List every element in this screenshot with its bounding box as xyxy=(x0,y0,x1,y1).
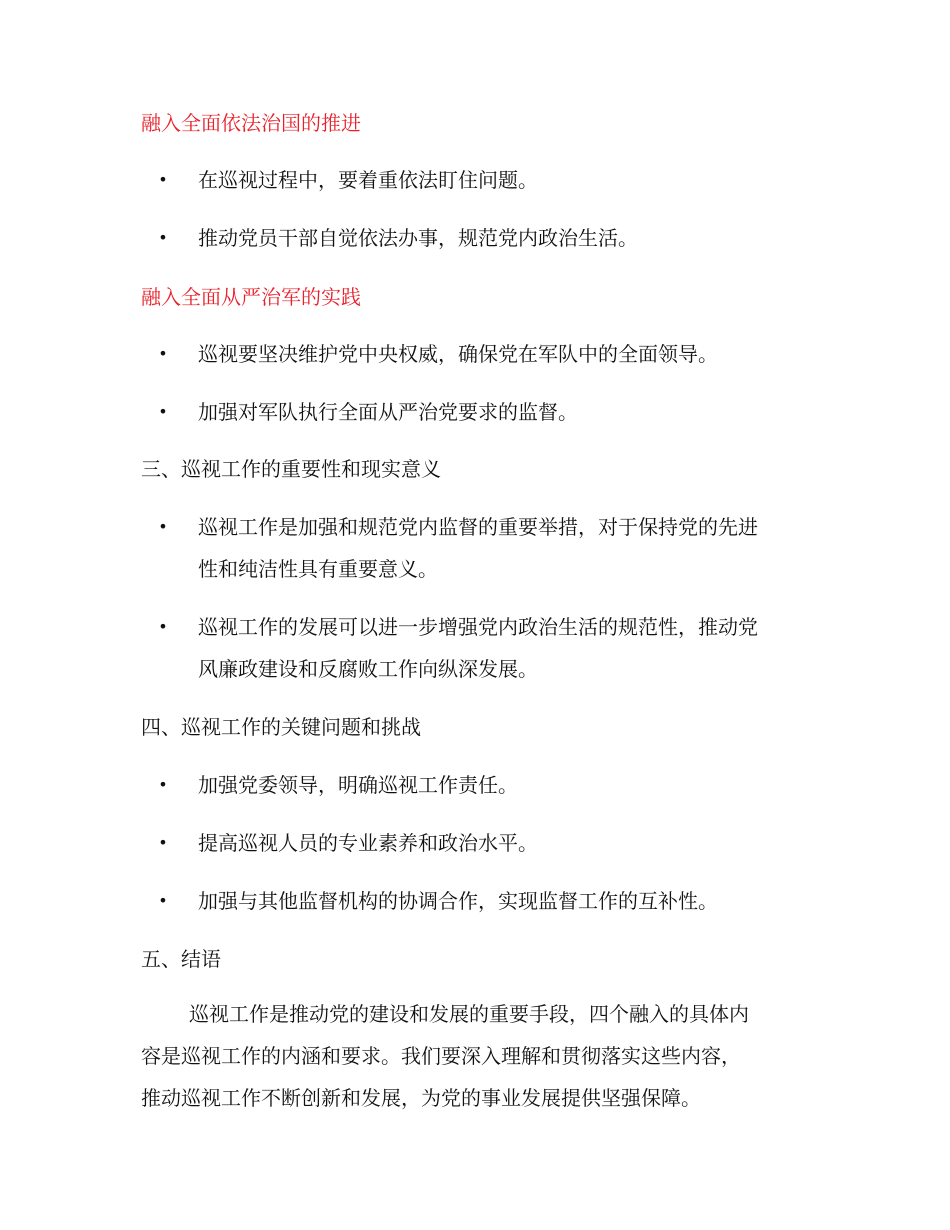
bullet-icon: • xyxy=(158,344,168,363)
paragraph-line: 推动巡视工作不断创新和发展，为党的事业发展提供坚强保障。 xyxy=(141,1086,701,1110)
bullet-icon: • xyxy=(158,833,168,852)
list-item-text: 推动党员干部自觉依法办事，规范党内政治生活。 xyxy=(198,226,638,250)
list-item xyxy=(158,333,818,375)
section-heading: 融入全面依法治国的推进 xyxy=(141,111,361,135)
list-item-text: 巡视工作的发展可以进一步增强党内政治生活的规范性，推动党 xyxy=(198,615,758,639)
bullet-icon: • xyxy=(158,775,168,794)
list-item-text: 提高巡视人员的专业素养和政治水平。 xyxy=(198,831,538,855)
section-heading: 三、巡视工作的重要性和现实意义 xyxy=(141,457,441,481)
conclusion-paragraph xyxy=(141,993,821,1119)
list-item-text: 性和纯洁性具有重要意义。 xyxy=(198,557,438,581)
section-heading: 五、结语 xyxy=(141,947,221,971)
list-item-text: 加强与其他监督机构的协调合作，实现监督工作的互补性。 xyxy=(198,889,718,913)
bullet-icon: • xyxy=(158,617,168,636)
list-item-text: 加强对军队执行全面从严治党要求的监督。 xyxy=(198,400,578,424)
list-item-text: 风廉政建设和反腐败工作向纵深发展。 xyxy=(198,657,538,681)
bullet-icon: • xyxy=(158,170,168,189)
bullet-icon: • xyxy=(158,891,168,910)
list-item xyxy=(158,764,818,806)
section-heading: 融入全面从严治军的实践 xyxy=(141,285,361,309)
list-item xyxy=(158,606,818,690)
list-item-text: 在巡视过程中，要着重依法盯住问题。 xyxy=(198,168,538,192)
section-heading: 四、巡视工作的关键问题和挑战 xyxy=(141,715,421,739)
list-item xyxy=(158,217,818,259)
paragraph-line: 巡视工作是推动党的建设和发展的重要手段，四个融入的具体内 xyxy=(189,1002,749,1026)
list-item xyxy=(158,391,818,433)
list-item-text: 巡视工作是加强和规范党内监督的重要举措，对于保持党的先进 xyxy=(198,515,758,539)
paragraph-line: 容是巡视工作的内涵和要求。我们要深入理解和贯彻落实这些内容， xyxy=(141,1044,741,1068)
bullet-icon: • xyxy=(158,228,168,247)
list-item-text: 巡视要坚决维护党中央权威，确保党在军队中的全面领导。 xyxy=(198,342,718,366)
list-item xyxy=(158,506,818,590)
bullet-icon: • xyxy=(158,402,168,421)
list-item-text: 加强党委领导，明确巡视工作责任。 xyxy=(198,773,518,797)
list-item xyxy=(158,159,818,201)
list-item xyxy=(158,880,818,922)
list-item xyxy=(158,822,818,864)
bullet-icon: • xyxy=(158,517,168,536)
